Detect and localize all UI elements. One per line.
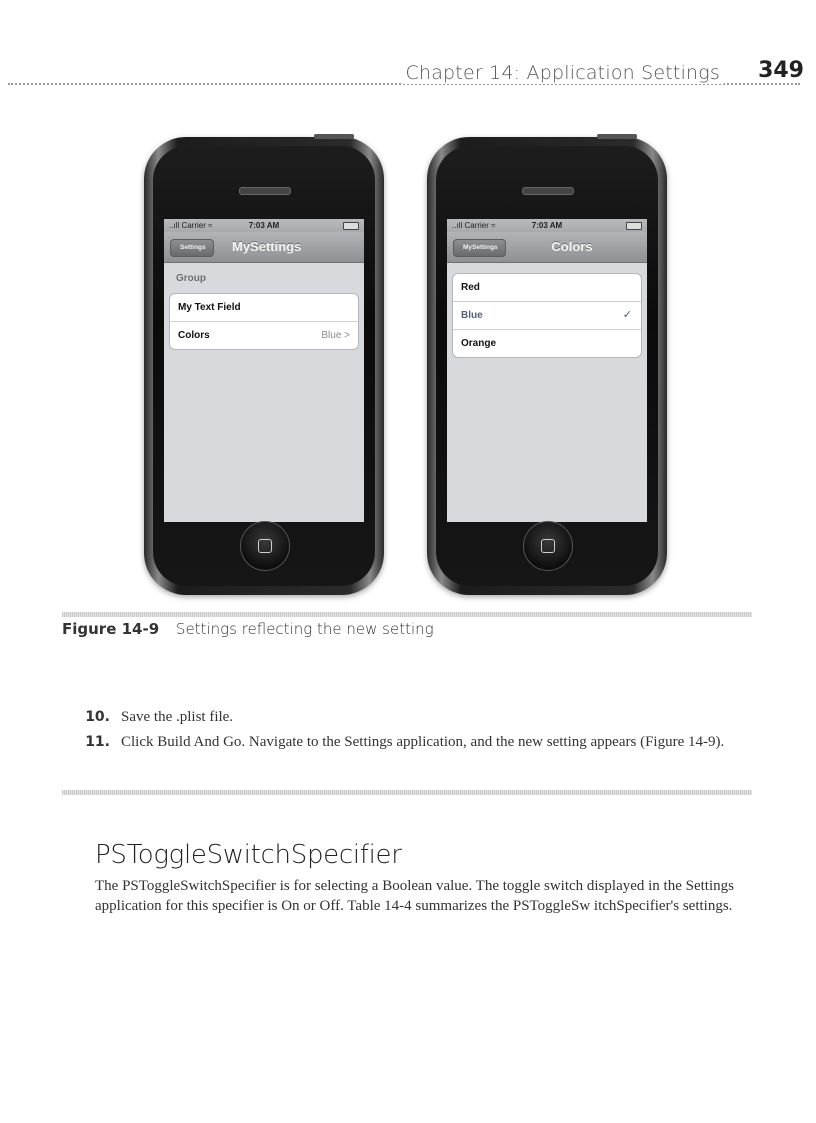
- sleep-button: [314, 134, 354, 139]
- settings-table: [169, 293, 359, 350]
- phone-screen: [164, 219, 364, 522]
- row-label: Colors: [178, 330, 210, 341]
- figure-caption: [62, 620, 434, 638]
- group-label: Group: [176, 273, 206, 284]
- home-button[interactable]: [523, 521, 573, 571]
- navigation-bar: [164, 232, 364, 263]
- section-body: The PSToggleSwitchSpecifier is for selecting a Boolean value. The toggle switch displayed in the Settings application for this specifier is On or Off. Table 14-4 summarizes the PSToggleSw itchSpecifier's settings.: [95, 878, 734, 914]
- iphone-right: [427, 137, 667, 595]
- speaker-grille: [239, 187, 291, 195]
- home-button[interactable]: [240, 521, 290, 571]
- page-number: 349: [754, 58, 808, 83]
- back-button-mysettings[interactable]: MySettings: [453, 239, 506, 257]
- figure-rule: [62, 612, 752, 617]
- row-label: Red: [461, 282, 480, 293]
- step-number: 11.: [85, 734, 110, 750]
- caption-label: Figure 14-9: [62, 620, 160, 638]
- nav-title: Colors: [551, 239, 593, 254]
- colors-table: [452, 273, 642, 358]
- header-chapter-title: Chapter 14: Application Settings: [402, 62, 725, 84]
- back-button-settings[interactable]: Settings: [170, 239, 214, 257]
- step-text: Click Build And Go. Navigate to the Settings application, and the new setting appears (Figure 14-9).: [121, 734, 725, 750]
- row-value-with-chevron-icon: Blue >: [321, 330, 350, 341]
- steps-rule: [62, 790, 752, 795]
- row-orange[interactable]: [453, 329, 641, 357]
- row-colors[interactable]: [170, 321, 358, 349]
- home-square-icon: [258, 539, 272, 553]
- sleep-button: [597, 134, 637, 139]
- row-label: My Text Field: [178, 302, 241, 313]
- section-heading: PSToggleSwitchSpecifier: [95, 840, 402, 870]
- running-header: [0, 58, 816, 88]
- status-time: 7:03 AM: [531, 221, 563, 230]
- nav-title: MySettings: [232, 239, 302, 254]
- carrier-label: ..ıll Carrier ≈: [169, 221, 213, 230]
- battery-icon: [626, 222, 642, 230]
- row-label: Blue: [461, 310, 483, 321]
- status-bar: [164, 219, 364, 232]
- status-bar: [447, 219, 647, 232]
- phone-screen: [447, 219, 647, 522]
- step-list: [78, 707, 738, 757]
- caption-text: Settings reflecting the new setting: [175, 620, 434, 638]
- status-time: 7:03 AM: [248, 221, 280, 230]
- speaker-grille: [522, 187, 574, 195]
- battery-icon: [343, 222, 359, 230]
- row-blue[interactable]: [453, 301, 641, 329]
- row-red[interactable]: [453, 274, 641, 301]
- step-item: [78, 707, 738, 727]
- navigation-bar: [447, 232, 647, 263]
- home-square-icon: [541, 539, 555, 553]
- row-my-text-field[interactable]: [170, 294, 358, 321]
- checkmark-icon: ✓: [622, 309, 632, 321]
- step-item: [78, 732, 738, 752]
- step-number: 10.: [85, 709, 110, 725]
- carrier-label: ..ıll Carrier ≈: [452, 221, 496, 230]
- iphone-left: [144, 137, 384, 595]
- row-label: Orange: [461, 338, 497, 349]
- step-text: Save the .plist file.: [121, 709, 234, 725]
